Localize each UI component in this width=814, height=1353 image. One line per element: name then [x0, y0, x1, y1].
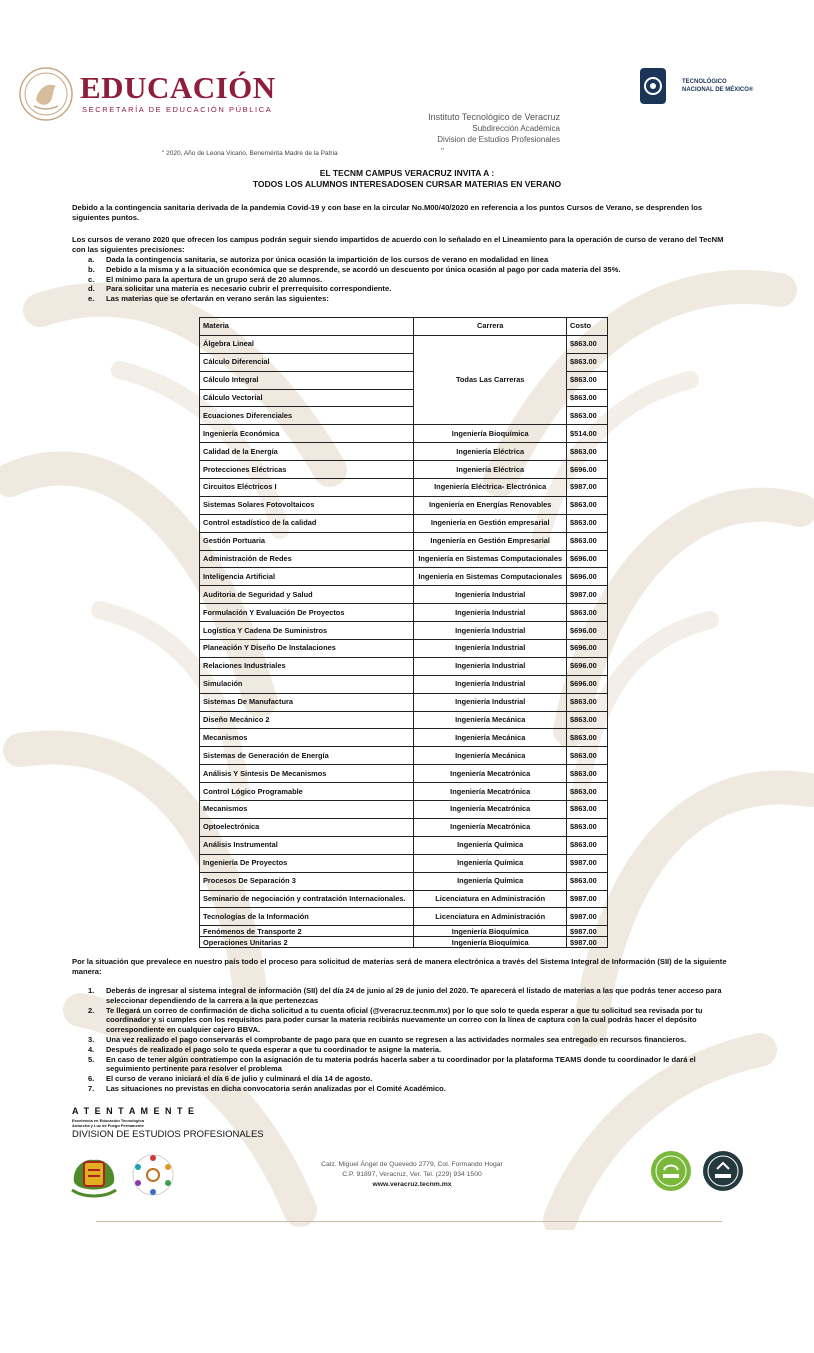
materia-cell: Gestión Portuaria — [200, 532, 414, 550]
costo-cell: $863.00 — [567, 729, 608, 747]
list-text: Las situaciones no previstas en dicha convocatoria serán analizadas por el Comité Académico. — [106, 1083, 446, 1093]
list-text: El curso de verano iniciará el día 6 de julio y culminará el día 14 de agosto. — [106, 1074, 373, 1084]
carrera-cell: Ingeniería Química — [414, 836, 567, 854]
materia-cell: Protecciones Eléctricas — [200, 461, 414, 479]
table-row — [200, 693, 608, 711]
table-row — [200, 937, 608, 948]
intro-paragraph: Debido a la contingencia sanitaria derivada de la pandemia Covid-19 y con base en la circular No.M00/40/2020 en referencia a los puntos Cursos de Verano, se desprenden los siguientes puntos. — [72, 203, 703, 222]
materia-cell: Sistemas De Manufactura — [200, 693, 414, 711]
list-text: Te llegará un correo de confirmación de dicha solicitud a tu cuenta oficial (@veracruz.tecnm.mx) por lo que solo te queda esperar a que tu solicitud sea revisada por tu coordinador y si cumples con los requisitos para poder cursar la materia recibirás nuevamente un correo con la línea de captura con la cual podrás hacer el depósito correspondiente en cualquier cajero BBVA. — [106, 1005, 703, 1035]
tecnm-line1: TECNOLÓGICO — [682, 79, 727, 85]
address-line-1: Calz. Miguel Ángel de Quevedo 2779, Col. Formando Hogar — [321, 1161, 503, 1168]
costo-cell: $863.00 — [567, 693, 608, 711]
list-marker: 5. — [88, 1054, 95, 1064]
table-row — [200, 496, 608, 514]
carrera-cell: Licenciatura en Administración — [414, 908, 567, 926]
costo-cell: $863.00 — [567, 836, 608, 854]
table-row — [200, 729, 608, 747]
website-link[interactable]: www.veracruz.tecnm.mx — [372, 1181, 452, 1188]
carrera-cell: Ingeniería Eléctrica — [414, 443, 567, 461]
carrera-cell: Ingeniería Industrial — [414, 693, 567, 711]
table-row — [200, 586, 608, 604]
table-body — [200, 335, 608, 947]
costo-cell: $863.00 — [567, 371, 608, 389]
materia-cell: Inteligencia Artificial — [200, 568, 414, 586]
costo-cell: $863.00 — [567, 818, 608, 836]
list-text: Después de realizado el pago solo te queda esperar a que tu coordinador te asigne la materia. — [106, 1044, 442, 1054]
carrera-cell: Ingeniería en Energías Renovables — [414, 496, 567, 514]
materia-cell: Ecuaciones Diferenciales — [200, 407, 414, 425]
costo-cell: $863.00 — [567, 765, 608, 783]
list-marker: 4. — [88, 1044, 95, 1054]
list-marker: 3. — [88, 1034, 95, 1044]
table-row — [200, 872, 608, 890]
table-row — [200, 747, 608, 765]
costo-cell: $987.00 — [567, 937, 608, 948]
table-row — [200, 836, 608, 854]
materia-cell: Logística Y Cadena De Suministros — [200, 622, 414, 640]
table-row — [200, 622, 608, 640]
carrera-cell: Ingeniería Industrial — [414, 675, 567, 693]
table-row — [200, 568, 608, 586]
costo-cell: $863.00 — [567, 496, 608, 514]
institutional-motto-2: Antorcha y Luz de Fuego Permanente — [72, 1123, 144, 1128]
heading-line1: EL TECNM CAMPUS VERACRUZ INVITA A : — [319, 168, 495, 178]
atentamente: A T E N T A M E N T E — [72, 1106, 196, 1116]
carrera-cell: Ingeniería Bioquímica — [414, 937, 567, 948]
materia-cell: Administración de Redes — [200, 550, 414, 568]
materia-cell: Mecanismos — [200, 801, 414, 819]
materia-cell: Cálculo Integral — [200, 371, 414, 389]
list-item — [72, 1006, 732, 1035]
carrera-cell-all: Todas Las Carreras — [414, 335, 567, 424]
list-marker: b. — [88, 264, 95, 274]
carrera-cell: Ingeniería Industrial — [414, 604, 567, 622]
list-text: Las materias que se ofertarán en verano serán las siguientes: — [106, 294, 329, 304]
list-item — [72, 1035, 732, 1045]
costo-cell: $696.00 — [567, 550, 608, 568]
materia-cell: Simulación — [200, 675, 414, 693]
costo-cell: $696.00 — [567, 657, 608, 675]
materia-cell: Control Lógico Programable — [200, 783, 414, 801]
table-row — [200, 461, 608, 479]
carrera-cell: Ingeniería en Sistemas Computacionales — [414, 568, 567, 586]
costo-cell: $863.00 — [567, 389, 608, 407]
tecnm-line2: NACIONAL DE MÉXICO® — [682, 87, 754, 93]
table-row — [200, 335, 608, 353]
carrera-cell: Ingeniería Química — [414, 854, 567, 872]
materia-cell: Cálculo Vectorial — [200, 389, 414, 407]
costo-cell: $863.00 — [567, 711, 608, 729]
table-row — [200, 818, 608, 836]
materia-cell: Análisis Instrumental — [200, 836, 414, 854]
materia-cell: Ingeniería Económica — [200, 425, 414, 443]
list-text: Deberás de ingresar al sistema integral de información (SII) del día 24 de junio al 29 de junio del 2020. Te aparecerá el listado de materias a las que podrás tener acceso para seleccionar dependiendo de la carrera a la que pertenezcas — [106, 986, 722, 1005]
costo-cell: $987.00 — [567, 908, 608, 926]
list-item — [72, 284, 732, 294]
table-row — [200, 908, 608, 926]
year-motto: " 2020, Año de Leona Vicario, Benemérita Madre de la Patria — [162, 150, 338, 157]
costo-cell: $863.00 — [567, 747, 608, 765]
column-header-costo: Costo — [567, 318, 608, 336]
table-row — [200, 765, 608, 783]
carrera-cell: Ingeniería Mecatrónica — [414, 818, 567, 836]
materia-cell: Circuitos Eléctricos I — [200, 479, 414, 497]
heading-line2: TODOS LOS ALUMNOS INTERESADOSEN CURSAR MATERIAS EN VERANO — [252, 179, 562, 189]
materia-cell: Auditoria de Seguridad y Salud — [200, 586, 414, 604]
list-item — [72, 294, 732, 304]
list-marker: a. — [88, 255, 95, 264]
carrera-cell: Ingeniería Bioquímica — [414, 425, 567, 443]
sep-title: EDUCACIÓN — [80, 70, 276, 105]
list-item — [72, 275, 732, 285]
list-item — [72, 265, 732, 275]
table-row — [200, 801, 608, 819]
table-header-row — [200, 318, 608, 336]
table-row — [200, 675, 608, 693]
materia-cell: Control estadístico de la calidad — [200, 514, 414, 532]
table-row — [200, 479, 608, 497]
table-row — [200, 657, 608, 675]
materia-cell: Diseño Mecánico 2 — [200, 711, 414, 729]
carrera-cell: Ingeniería Eléctrica- Electrónica — [414, 479, 567, 497]
materia-cell: Tecnologías de la Información — [200, 908, 414, 926]
costo-cell: $863.00 — [567, 872, 608, 890]
tecnm-wordmark — [682, 78, 753, 94]
list-marker: c. — [88, 274, 95, 284]
costo-cell: $863.00 — [567, 353, 608, 371]
costo-cell: $863.00 — [567, 443, 608, 461]
table-row — [200, 711, 608, 729]
carrera-cell: Ingeniería Mecatrónica — [414, 801, 567, 819]
carrera-cell: Ingeniería Bioquímica — [414, 926, 567, 937]
community-circle-logo — [130, 1152, 176, 1198]
materia-cell: Ingeniería De Proyectos — [200, 854, 414, 872]
costo-cell: $863.00 — [567, 801, 608, 819]
list-item — [72, 1055, 732, 1075]
table-row — [200, 926, 608, 937]
materia-cell: Análisis Y Síntesis De Mecanismos — [200, 765, 414, 783]
carrera-cell: Ingeniería en Gestión empresarial — [414, 514, 567, 532]
list-item — [72, 1074, 732, 1084]
iso-50001-badge-icon — [702, 1150, 744, 1192]
process-intro: Por la situación que prevalece en nuestro país todo el proceso para solicitud de materias será de manera electrónica a través del Sistema Integral de Información (SII) de la siguiente manera: — [72, 957, 727, 976]
costo-cell: $863.00 — [567, 335, 608, 353]
list-item — [72, 255, 732, 265]
costo-cell: $863.00 — [567, 407, 608, 425]
division-name: Division de Estudios Profesionales — [437, 135, 560, 144]
materia-cell: Optoelectrónica — [200, 818, 414, 836]
table-row — [200, 783, 608, 801]
address-line-2: C.P. 91897, Veracruz, Ver. Tel. (229) 934 1500 — [342, 1171, 482, 1178]
materia-cell: Fenómenos de Transporte 2 — [200, 926, 414, 937]
column-header-carrera: Carrera — [414, 318, 567, 336]
carrera-cell: Ingeniería Industrial — [414, 657, 567, 675]
carrera-cell: Licenciatura en Administración — [414, 890, 567, 908]
costo-cell: $863.00 — [567, 514, 608, 532]
carrera-cell: Ingeniería Eléctrica — [414, 461, 567, 479]
table-row — [200, 425, 608, 443]
costo-cell: $863.00 — [567, 604, 608, 622]
costo-cell: $987.00 — [567, 890, 608, 908]
list-marker: 1. — [88, 986, 95, 995]
tecnm-logo — [638, 64, 768, 110]
subdirection-name: Subdirección Académica — [472, 124, 560, 133]
materia-cell: Procesos De Separación 3 — [200, 872, 414, 890]
costo-cell: $987.00 — [567, 479, 608, 497]
table-row — [200, 532, 608, 550]
costo-cell: $863.00 — [567, 783, 608, 801]
materia-cell: Calidad de la Energía — [200, 443, 414, 461]
carrera-cell: Ingeniería Química — [414, 872, 567, 890]
costo-cell: $696.00 — [567, 461, 608, 479]
materia-cell: Sistemas Solares Fotovoltaicos — [200, 496, 414, 514]
lineamiento-paragraph: Los cursos de verano 2020 que ofrecen los campus podrán seguir siendo impartidos de acuerdo con lo señalado en el Lineamiento para la operación de curso de verano del TecNM con las siguientes precisiones: — [72, 235, 724, 254]
carrera-cell: Ingeniería Mecánica — [414, 747, 567, 765]
precisions-list — [72, 255, 732, 304]
costo-cell: $514.00 — [567, 425, 608, 443]
carrera-cell: Ingeniería Mecatrónica — [414, 783, 567, 801]
carrera-cell: Ingeniería Industrial — [414, 640, 567, 658]
carrera-cell: Ingeniería Industrial — [414, 586, 567, 604]
table-row — [200, 640, 608, 658]
table-row — [200, 550, 608, 568]
carrera-cell: Ingeniería Mecánica — [414, 729, 567, 747]
invitation-heading — [0, 168, 814, 190]
footer-divider — [96, 1221, 722, 1222]
sep-logo — [18, 66, 278, 124]
materia-cell: Seminario de negociación y contratación Internacionales. — [200, 890, 414, 908]
table-row — [200, 604, 608, 622]
table-row — [200, 443, 608, 461]
list-text: Una vez realizado el pago conservarás el comprobante de pago para que en cuanto se regresen a las actividades normales sea entregado en recursos financieros. — [106, 1034, 687, 1044]
costo-cell: $696.00 — [567, 640, 608, 658]
materia-cell: Planeación Y Diseño De Instalaciones — [200, 640, 414, 658]
materia-cell: Cálculo Diferencial — [200, 353, 414, 371]
sep-subtitle: SECRETARÍA DE EDUCACIÓN PÚBLICA — [82, 105, 273, 114]
costo-cell: $987.00 — [567, 926, 608, 937]
materia-cell: Formulación Y Evaluación De Proyectos — [200, 604, 414, 622]
costo-cell: $696.00 — [567, 622, 608, 640]
quote-mark: " — [441, 147, 444, 156]
carrera-cell: Ingeniería en Gestión Empresarial — [414, 532, 567, 550]
carrera-cell: Ingeniería Mecatrónica — [414, 765, 567, 783]
list-text: El mínimo para la apertura de un grupo será de 20 alumnos. — [106, 274, 323, 284]
costo-cell: $696.00 — [567, 568, 608, 586]
materia-cell: Sistemas de Generación de Energía — [200, 747, 414, 765]
list-marker: d. — [88, 284, 95, 294]
list-marker: 6. — [88, 1074, 95, 1084]
institutional-motto-1: Excelencia en Educación Tecnológica — [72, 1118, 144, 1123]
materia-cell: Operaciones Unitarias 2 — [200, 937, 414, 948]
iso-14001-badge-icon — [650, 1150, 692, 1192]
costo-cell: $696.00 — [567, 675, 608, 693]
table-row — [200, 514, 608, 532]
costo-cell: $863.00 — [567, 532, 608, 550]
materia-cell: Relaciones Industriales — [200, 657, 414, 675]
table-row — [200, 854, 608, 872]
list-marker: 2. — [88, 1005, 95, 1015]
carrera-cell: Ingeniería en Sistemas Computacionales — [414, 550, 567, 568]
institute-crest-logo — [66, 1152, 122, 1198]
list-text: En caso de tener algún contratiempo con la asignación de tu materia podrás hacerla saber a tu coordinador por la plataforma TEAMS donde tu coordinador le dará el seguimiento pertinente para resolver el problema — [106, 1054, 696, 1074]
carrera-cell: Ingeniería Industrial — [414, 622, 567, 640]
column-header-materia: Materia — [200, 318, 414, 336]
courses-table — [199, 317, 608, 948]
list-marker: e. — [88, 294, 95, 304]
signing-department: DIVISION DE ESTUDIOS PROFESIONALES — [72, 1129, 264, 1140]
table-row — [200, 890, 608, 908]
list-text: Para solicitar una materia es necesario cubrir el prerrequisito correspondiente. — [106, 284, 392, 294]
costo-cell: $987.00 — [567, 854, 608, 872]
list-item — [72, 1084, 732, 1094]
list-item — [72, 986, 732, 1006]
list-text: Debido a la misma y a la situación económica que se desprende, se acordó un descuento por única ocasión al pago por cada materia del 35%. — [106, 264, 621, 274]
national-seal-icon — [18, 66, 74, 122]
list-marker: 7. — [88, 1083, 95, 1093]
materia-cell: Álgebra Lineal — [200, 335, 414, 353]
list-item — [72, 1045, 732, 1055]
costo-cell: $987.00 — [567, 586, 608, 604]
tecnm-gear-icon — [638, 64, 668, 108]
steps-list — [72, 986, 732, 1094]
list-text: Dada la contingencia sanitaria, se autoriza por única ocasión la impartición de los cursos de verano en modalidad en línea — [106, 255, 549, 264]
institute-name: Instituto Tecnológico de Veracruz — [428, 112, 560, 122]
materia-cell: Mecanismos — [200, 729, 414, 747]
carrera-cell: Ingeniería Mecánica — [414, 711, 567, 729]
